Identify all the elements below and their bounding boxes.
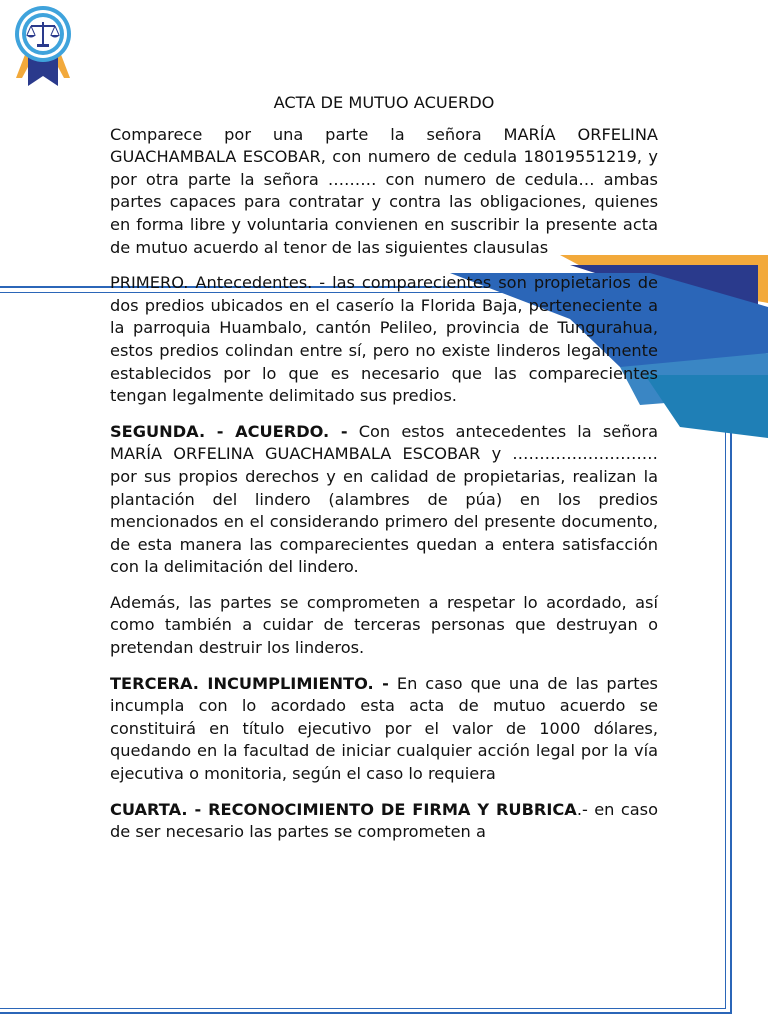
clause-cuarta (110, 799, 658, 844)
clause-segunda-heading: SEGUNDA. - ACUERDO. - (110, 421, 348, 441)
intro-paragraph: Comparece por una parte la señora MARÍA ORFELINA GUACHAMBALA ESCOBAR, con numero de cedula 18019551219, y por otra parte la señora ……… con numero de cedula… ambas partes capaces para contratar y contra las obligaciones, quienes en forma libre y voluntaria convienen en suscribir la presente acta de mutuo acuerdo al tenor de las siguientes clausulas (110, 124, 658, 257)
document-body (110, 92, 658, 857)
clause-cuarta-body: .- en caso de ser necesario las partes se comprometen a (110, 799, 658, 842)
clause-segunda-body: Con estos antecedentes la señora MARÍA ORFELINA GUACHAMBALA ESCOBAR y ……………………… por sus propios derechos y en calidad de propietarias, realizan la plantación del lindero (alambres de púa) en los predios mencionados en el considerando primero del presente documento, de esta manera las comparecientes quedan a entera satisfacción con la delimitación del lindero. (110, 421, 658, 577)
clause-primero: PRIMERO. Antecedentes. - las comparecientes son propietarios de dos predios ubicados en el caserío la Florida Baja, perteneciente a la parroquia Huambalo, cantón Pelileo, provincia de Tungurahua, estos predios colindan entre sí, pero no existe linderos legalmente establecidos por lo que es necesario que las comparecientes tengan legalmente delimitado sus predios. (110, 273, 658, 406)
document-title: ACTA DE MUTUO ACUERDO (273, 93, 495, 112)
clause-segunda (110, 421, 658, 579)
ademas-paragraph: Además, las partes se comprometen a respetar lo acordado, así como también a cuidar de terceras personas que destruyan o pretendan destruir los linderos. (110, 592, 658, 658)
clause-tercera-heading: TERCERA. INCUMPLIMIENTO. - (110, 673, 389, 693)
clause-cuarta-heading: CUARTA. - RECONOCIMIENTO DE FIRMA Y RUBRICA (110, 799, 577, 819)
clause-tercera (110, 673, 658, 786)
scales-badge-icon (8, 4, 78, 88)
clause-tercera-body: En caso que una de las partes incumpla con lo acordado esta acta de mutuo acuerdo se constituirá en título ejecutivo por el valor de 1000 dólares, quedando en la facultad de iniciar cualquier acción legal por la vía ejecutiva o monitoria, según el caso lo requiera (110, 673, 658, 784)
